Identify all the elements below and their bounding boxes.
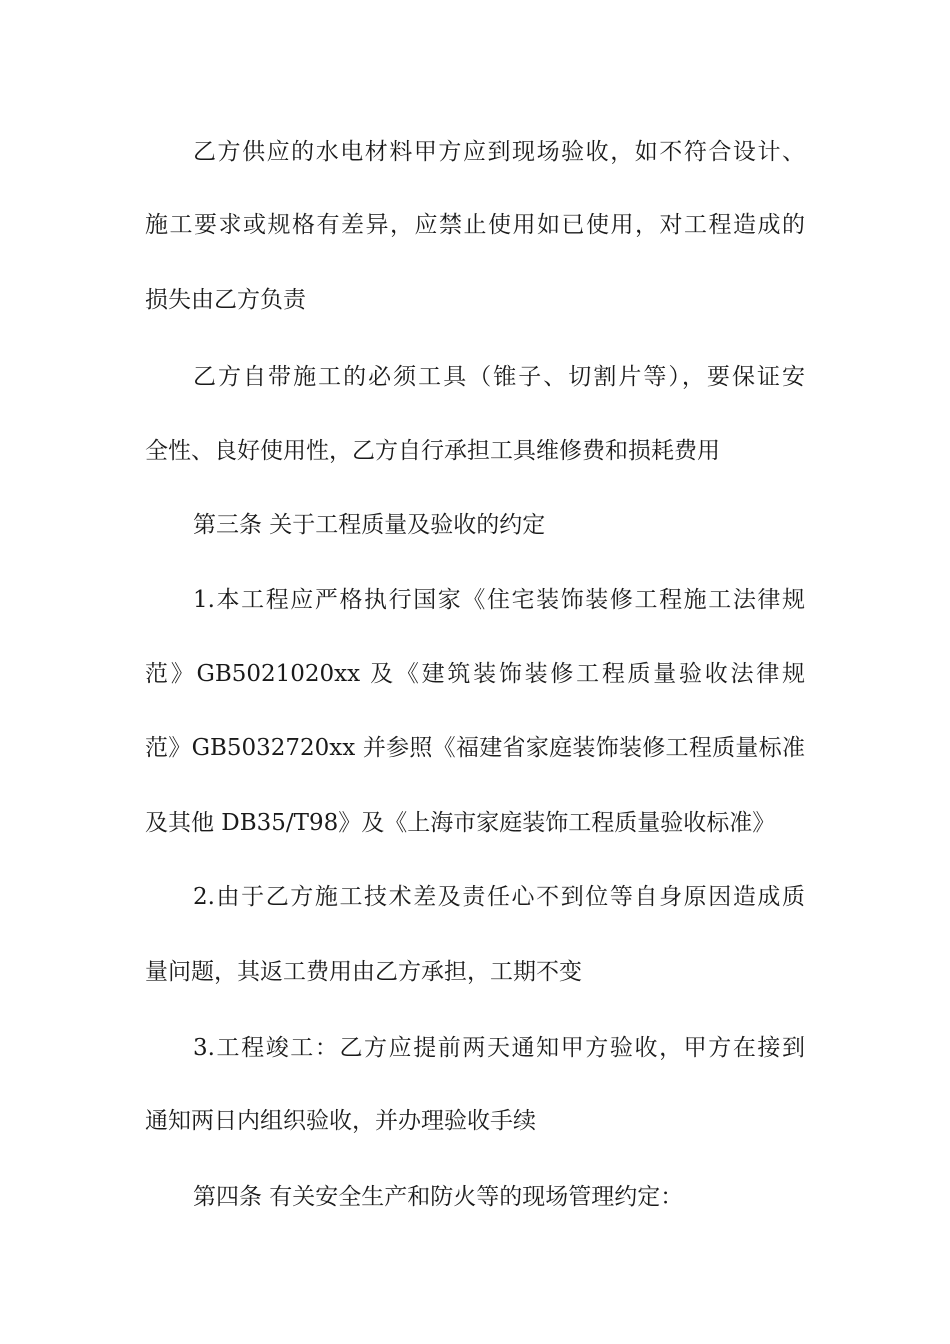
- text-line-1: 乙方供应的水电材料甲方应到现场验收，如不符合设计、: [193, 139, 805, 165]
- text-line-8: 范》GB5021020xx 及《建筑装饰装修工程质量验收法律规: [145, 661, 805, 687]
- text-line-7: 1.本工程应严格执行国家《住宅装饰装修工程施工法律规: [193, 587, 805, 613]
- text-line-9: 范》GB5032720xx 并参照《福建省家庭装饰装修工程质量标准: [145, 735, 805, 761]
- text-line-3: 损失由乙方负责: [145, 287, 306, 313]
- section-heading-4: 第四条 有关安全生产和防火等的现场管理约定：: [193, 1184, 684, 1210]
- text-line-5: 全性、良好使用性，乙方自行承担工具维修费和损耗费用: [145, 438, 720, 464]
- text-line-2: 施工要求或规格有差异，应禁止使用如已使用，对工程造成的: [145, 212, 805, 238]
- text-line-12: 量问题，其返工费用由乙方承担，工期不变: [145, 959, 582, 985]
- text-line-4: 乙方自带施工的必须工具（锥子、切割片等），要保证安: [193, 364, 805, 390]
- text-line-11: 2.由于乙方施工技术差及责任心不到位等自身原因造成质: [193, 884, 805, 910]
- text-line-13: 3.工程竣工：乙方应提前两天通知甲方验收，甲方在接到: [193, 1035, 805, 1061]
- text-line-14: 通知两日内组织验收，并办理验收手续: [145, 1108, 536, 1134]
- text-line-10: 及其他 DB35/T98》及《上海市家庭装饰工程质量验收标准》: [145, 810, 776, 836]
- section-heading-3: 第三条 关于工程质量及验收的约定: [193, 512, 546, 538]
